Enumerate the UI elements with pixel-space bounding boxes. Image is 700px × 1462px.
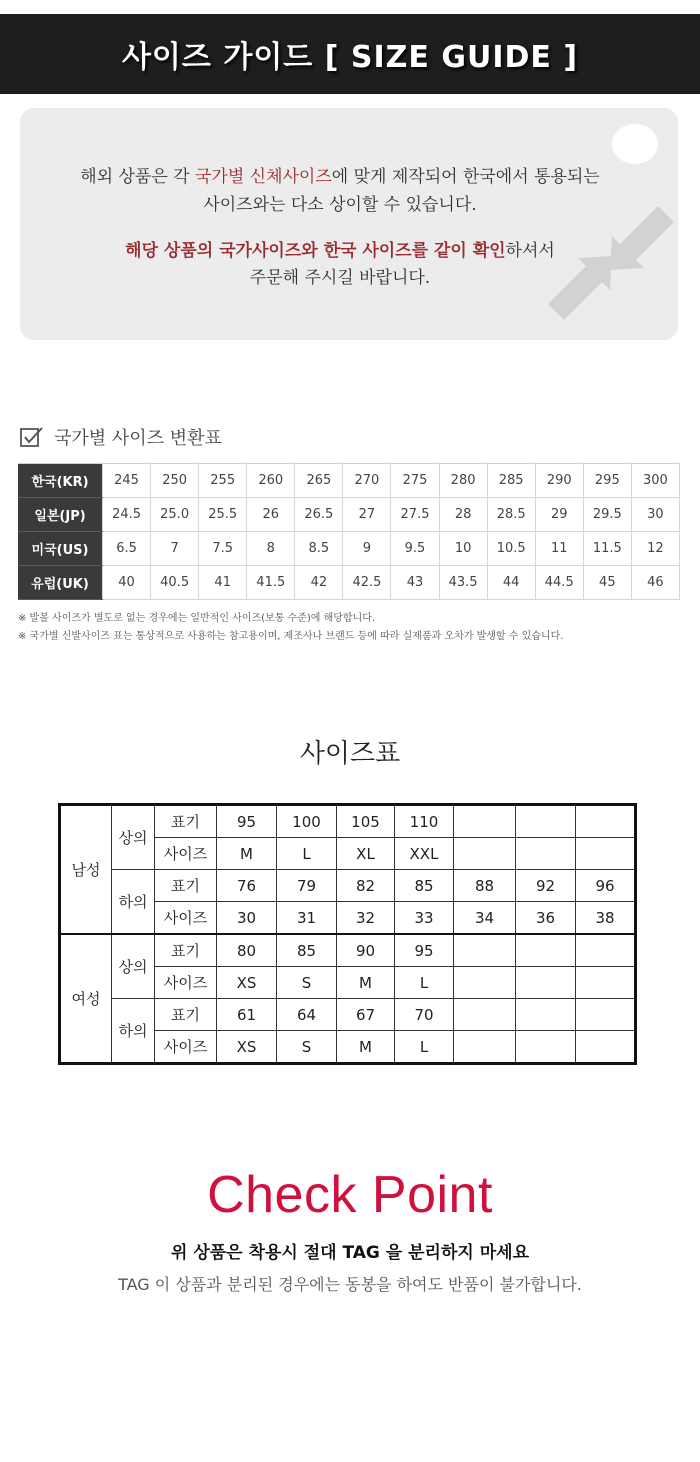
conversion-cell: 11.5 (583, 532, 631, 566)
cell (516, 838, 576, 870)
conversion-cell: 9.5 (391, 532, 439, 566)
category-top: 상의 (112, 934, 155, 999)
conversion-cell: 10 (439, 532, 487, 566)
notice-text: 해외 상품은 각 (80, 167, 195, 187)
gender-men: 남성 (60, 805, 112, 935)
cell (516, 967, 576, 999)
cell: L (395, 1031, 454, 1064)
conversion-cell: 255 (199, 464, 247, 498)
row-label-mark: 표기 (155, 999, 217, 1031)
conversion-cell: 9 (343, 532, 391, 566)
cell: 92 (516, 870, 576, 902)
conversion-cell: 28.5 (487, 498, 535, 532)
conversion-cell: 275 (391, 464, 439, 498)
cell (454, 805, 516, 838)
cell: M (217, 838, 277, 870)
header-bar (0, 14, 700, 94)
conversion-note-2: ※ 국가별 신발사이즈 표는 통상적으로 사용하는 참고용이며, 제조사나 브랜드 등에 따라 실제품과 오차가 발생할 수 있습니다. (18, 631, 564, 642)
cell: 85 (277, 934, 337, 967)
cell (576, 1031, 636, 1064)
cell: 32 (337, 902, 395, 935)
cell (576, 805, 636, 838)
conversion-cell: 10.5 (487, 532, 535, 566)
size-table-title: 사이즈표 (299, 739, 401, 769)
conversion-cell: 29.5 (583, 498, 631, 532)
cell: 38 (576, 902, 636, 935)
row-label-size: 사이즈 (155, 838, 217, 870)
conversion-cell: 42 (295, 566, 343, 600)
cell: XS (217, 1031, 277, 1064)
conversion-cell: 28 (439, 498, 487, 532)
cell (576, 967, 636, 999)
conversion-row-label: 유럽(UK) (18, 566, 103, 600)
cell (454, 1031, 516, 1064)
notice-line-2: 사이즈와는 다소 상이할 수 있습니다. (203, 195, 477, 215)
cell: 110 (395, 805, 454, 838)
conversion-cell: 44.5 (535, 566, 583, 600)
cell (516, 999, 576, 1031)
conversion-cell: 250 (151, 464, 199, 498)
conversion-cell: 6.5 (103, 532, 151, 566)
notice-text: 에 맞게 제작되어 한국에서 통용되는 (331, 167, 600, 187)
conversion-cell: 29 (535, 498, 583, 532)
row-label-mark: 표기 (155, 934, 217, 967)
cell: 95 (217, 805, 277, 838)
conversion-cell: 41.5 (247, 566, 295, 600)
speech-bubble-icon (612, 124, 658, 164)
conversion-row-label: 미국(US) (18, 532, 103, 566)
gender-women: 여성 (60, 934, 112, 1064)
cell: 96 (576, 870, 636, 902)
cell (454, 967, 516, 999)
notice-line-4: 주문해 주시길 바랍니다. (249, 268, 431, 288)
cell: 31 (277, 902, 337, 935)
conversion-cell: 260 (247, 464, 295, 498)
cell: 61 (217, 999, 277, 1031)
cell: 90 (337, 934, 395, 967)
conversion-cell: 42.5 (343, 566, 391, 600)
row-label-size: 사이즈 (155, 967, 217, 999)
checkbox-icon (20, 426, 44, 448)
conversion-cell: 26 (247, 498, 295, 532)
page-title: 사이즈 가이드 [ SIZE GUIDE ] (121, 40, 579, 75)
conversion-note-1: ※ 발볼 사이즈가 별도로 없는 경우에는 일반적인 사이즈(보통 수준)에 해당합니다. (18, 613, 376, 624)
conversion-cell: 295 (583, 464, 631, 498)
notice-box (20, 108, 678, 340)
cell: XS (217, 967, 277, 999)
conversion-cell: 40 (103, 566, 151, 600)
conversion-cell: 26.5 (295, 498, 343, 532)
cell (454, 838, 516, 870)
cell: 36 (516, 902, 576, 935)
cell: 85 (395, 870, 454, 902)
conversion-cell: 8.5 (295, 532, 343, 566)
cell: L (395, 967, 454, 999)
conversion-row-label: 일본(JP) (18, 498, 103, 532)
cell: 34 (454, 902, 516, 935)
conversion-cell: 44 (487, 566, 535, 600)
category-bottom: 하의 (112, 999, 155, 1064)
conversion-cell: 270 (343, 464, 391, 498)
conversion-title-text: 국가별 사이즈 변환표 (54, 428, 222, 449)
conversion-cell: 245 (103, 464, 151, 498)
conversion-cell: 27.5 (391, 498, 439, 532)
check-point-warning: 위 상품은 착용시 절대 TAG 을 분리하지 마세요 (171, 1243, 529, 1263)
conversion-cell: 7.5 (199, 532, 247, 566)
cell: XXL (395, 838, 454, 870)
conversion-row (18, 566, 680, 600)
conversion-cell: 30 (631, 498, 679, 532)
check-point-description: TAG 이 상품과 분리된 경우에는 동봉을 하여도 반품이 불가합니다. (118, 1275, 582, 1294)
cell: S (277, 1031, 337, 1064)
check-point-title: Check Point (207, 1166, 493, 1224)
cell: M (337, 967, 395, 999)
conversion-cell: 280 (439, 464, 487, 498)
notice-line-1 (20, 162, 660, 187)
conversion-cell: 46 (631, 566, 679, 600)
cell: 67 (337, 999, 395, 1031)
cell: M (337, 1031, 395, 1064)
cell (454, 934, 516, 967)
row-label-mark: 표기 (155, 870, 217, 902)
cell: 105 (337, 805, 395, 838)
cell (576, 999, 636, 1031)
category-top: 상의 (112, 805, 155, 870)
cell: 82 (337, 870, 395, 902)
conversion-title (20, 424, 222, 450)
conversion-row (18, 498, 680, 532)
conversion-cell: 25.5 (199, 498, 247, 532)
cell: 70 (395, 999, 454, 1031)
cell (516, 934, 576, 967)
conversion-table (18, 463, 680, 600)
cell: 88 (454, 870, 516, 902)
cell: 100 (277, 805, 337, 838)
cell: XL (337, 838, 395, 870)
notice-highlight: 국가별 신체사이즈 (195, 167, 332, 187)
conversion-cell: 12 (631, 532, 679, 566)
conversion-cell: 41 (199, 566, 247, 600)
cell (516, 805, 576, 838)
cell (454, 999, 516, 1031)
cell (516, 1031, 576, 1064)
conversion-cell: 285 (487, 464, 535, 498)
cell: 80 (217, 934, 277, 967)
cell: S (277, 967, 337, 999)
conversion-row (18, 464, 680, 498)
row-label-size: 사이즈 (155, 1031, 217, 1064)
conversion-cell: 300 (631, 464, 679, 498)
notice-line-3 (20, 236, 660, 261)
cell: 33 (395, 902, 454, 935)
conversion-cell: 25.0 (151, 498, 199, 532)
conversion-cell: 43.5 (439, 566, 487, 600)
cell (576, 838, 636, 870)
conversion-cell: 27 (343, 498, 391, 532)
conversion-cell: 7 (151, 532, 199, 566)
conversion-row (18, 532, 680, 566)
cell: 64 (277, 999, 337, 1031)
conversion-cell: 24.5 (103, 498, 151, 532)
category-bottom: 하의 (112, 870, 155, 935)
conversion-cell: 40.5 (151, 566, 199, 600)
conversion-cell: 8 (247, 532, 295, 566)
cell: L (277, 838, 337, 870)
conversion-cell: 265 (295, 464, 343, 498)
conversion-cell: 11 (535, 532, 583, 566)
cell: 79 (277, 870, 337, 902)
row-label-mark: 표기 (155, 805, 217, 838)
size-table (58, 803, 637, 1065)
cell: 30 (217, 902, 277, 935)
cell: 95 (395, 934, 454, 967)
conversion-cell: 45 (583, 566, 631, 600)
row-label-size: 사이즈 (155, 902, 217, 935)
conversion-cell: 43 (391, 566, 439, 600)
cell: 76 (217, 870, 277, 902)
notice-highlight: 해당 상품의 국가사이즈와 한국 사이즈를 같이 확인 (125, 241, 506, 261)
conversion-cell: 290 (535, 464, 583, 498)
notice-text: 하셔서 (505, 241, 555, 261)
cell (576, 934, 636, 967)
conversion-row-label: 한국(KR) (18, 464, 103, 498)
